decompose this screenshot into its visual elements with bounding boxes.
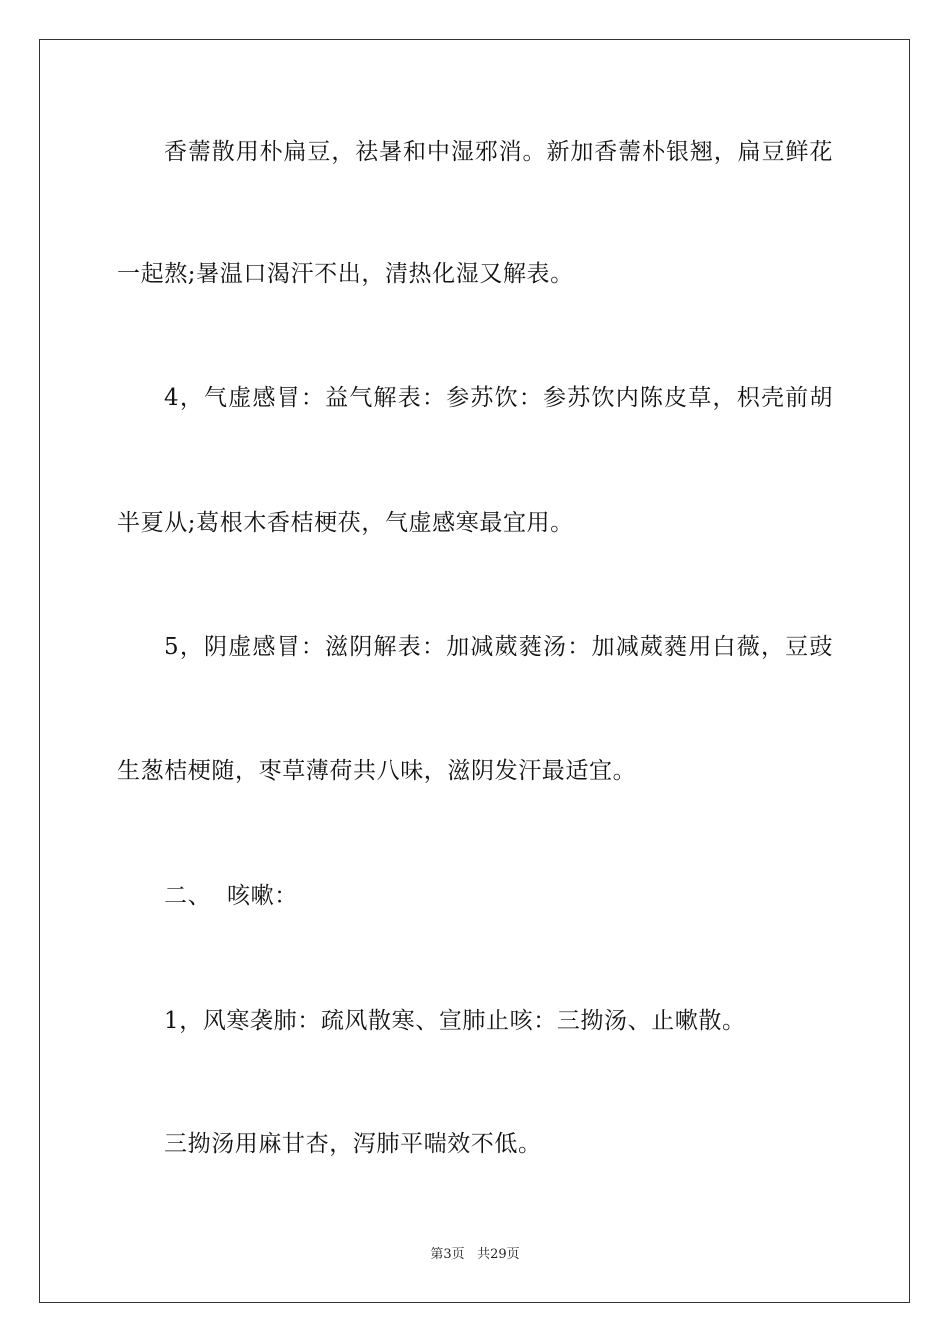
text-line-5: 5，阴虚感冒：滋阴解表：加减葳蕤汤：加减葳蕤用白薇，豆豉 [164,634,833,660]
text-line-3: 4，气虚感冒：益气解表：参苏饮：参苏饮内陈皮草，枳壳前胡 [164,385,833,411]
footer-total-pages: 共29页 [477,1247,520,1262]
section-heading-cough: 二、 咳嗽： [164,883,298,909]
text-line-2: 一起熬;暑温口渴汗不出，清热化湿又解表。 [117,261,574,287]
text-line-4: 半夏从;葛根木香桔梗茯，气虚感寒最宜用。 [117,510,574,536]
text-line-8: 1，风寒袭肺：疏风散寒、宣肺止咳：三拗汤、止嗽散。 [164,1008,746,1034]
text-line-9: 三拗汤用麻甘杏，泻肺平喘效不低。 [164,1131,542,1157]
page-footer [0,1246,950,1264]
page-frame [39,39,910,1303]
text-line-6: 生葱桔梗随，枣草薄荷共八味，滋阴发汗最适宜。 [117,758,637,784]
footer-current-page: 第3页 [430,1247,465,1262]
text-line-1: 香薷散用朴扁豆，祛暑和中湿邪消。新加香薷朴银翘，扁豆鲜花 [164,139,833,165]
